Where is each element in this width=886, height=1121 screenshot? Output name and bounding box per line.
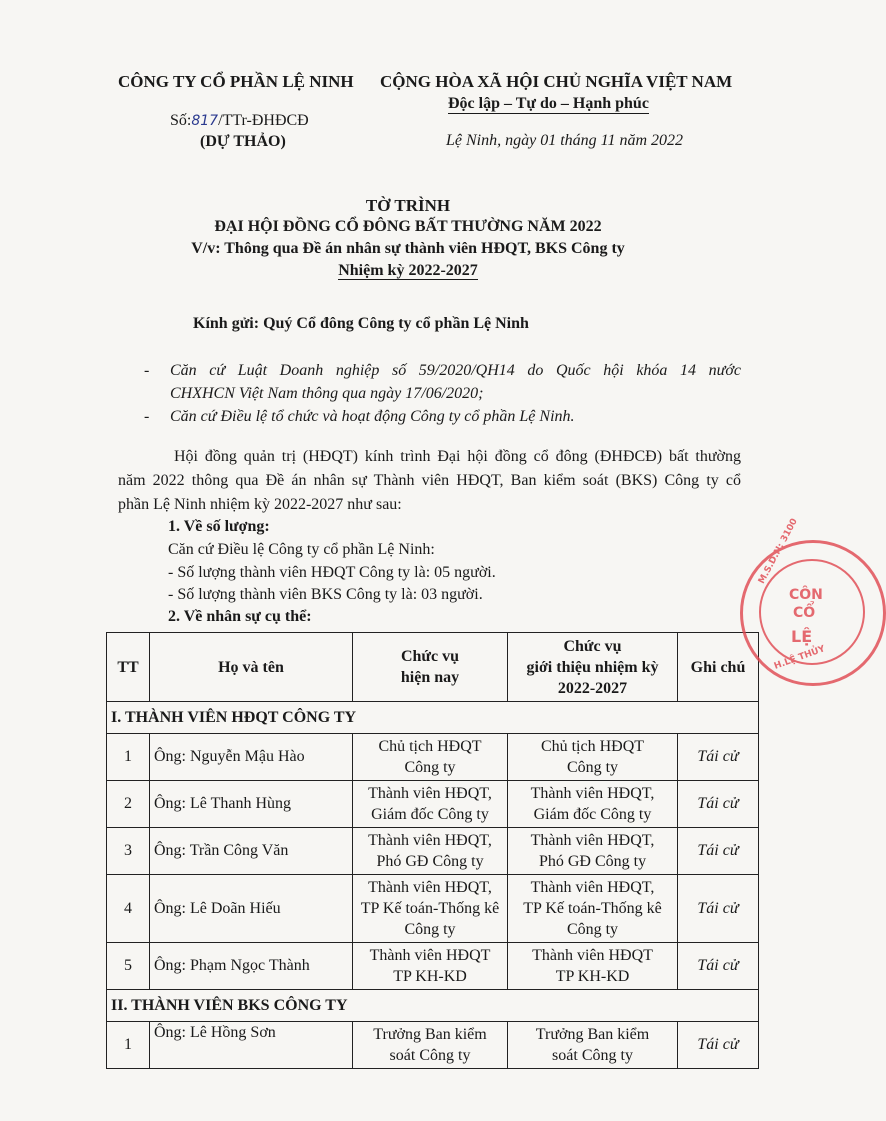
table-row bbox=[107, 781, 759, 828]
row-tt: 2 bbox=[107, 781, 150, 828]
pro-line: TP Kế toán-Thống kê bbox=[523, 900, 662, 917]
table-row bbox=[107, 734, 759, 781]
document-number bbox=[170, 112, 309, 130]
row-proposed-position bbox=[508, 828, 678, 875]
col-header-current bbox=[353, 633, 508, 702]
section-1-line-2: - Số lượng thành viên HĐQT Công ty là: 05 người. bbox=[168, 564, 496, 581]
row-current-position bbox=[353, 781, 508, 828]
col-header-name: Họ và tên bbox=[150, 633, 353, 702]
row-note: Tái cử bbox=[678, 875, 759, 943]
cur-line: TP KH-KD bbox=[393, 968, 467, 985]
cur-line: soát Công ty bbox=[389, 1047, 471, 1064]
row-current-position bbox=[353, 828, 508, 875]
section-2-heading: 2. Về nhân sự cụ thể: bbox=[168, 608, 312, 625]
row-current-position bbox=[353, 1022, 508, 1069]
cur-line: Chủ tịch HĐQT bbox=[378, 738, 482, 755]
row-tt: 5 bbox=[107, 943, 150, 990]
basis-law-line-1: Căn cứ Luật Doanh nghiệp số 59/2020/QH14 do Quốc hội khóa 14 nước bbox=[170, 362, 741, 379]
row-proposed-position bbox=[508, 1022, 678, 1069]
national-motto: Độc lập – Tự do – Hạnh phúc bbox=[448, 95, 649, 112]
pro-line: Công ty bbox=[566, 921, 619, 938]
document-number-label: Số: bbox=[170, 112, 192, 129]
row-name: Ông: Nguyễn Mậu Hào bbox=[150, 734, 353, 781]
intro-line-1: Hội đồng quản trị (HĐQT) kính trình Đại hội đồng cổ đông (ĐHĐCĐ) bất thường bbox=[174, 448, 741, 465]
country-name: CỘNG HÒA XÃ HỘI CHỦ NGHĨA VIỆT NAM bbox=[380, 72, 733, 91]
pro-line: Thành viên HĐQT, bbox=[530, 879, 655, 896]
intro-line-2: năm 2022 thông qua Đề án nhân sự Thành viên HĐQT, Ban kiểm soát (BKS) Công ty cổ bbox=[118, 472, 741, 489]
cur-line: Giám đốc Công ty bbox=[371, 806, 489, 823]
row-tt: 3 bbox=[107, 828, 150, 875]
col-header-current-line-2: hiện nay bbox=[400, 669, 460, 686]
doc-subject: V/v: Thông qua Đề án nhân sự thành viên HĐQT, BKS Công ty bbox=[191, 240, 625, 257]
cur-line: Thành viên HĐQT, bbox=[368, 879, 492, 896]
pro-line: Trưởng Ban kiểm bbox=[535, 1026, 650, 1043]
pro-line: TP KH-KD bbox=[555, 968, 630, 985]
basis-law-line-2: CHXHCN Việt Nam thông qua ngày 17/06/2020; bbox=[170, 385, 484, 402]
doc-title: TỜ TRÌNH bbox=[365, 196, 451, 215]
company-name: CÔNG TY CỔ PHẦN LỆ NINH bbox=[118, 72, 354, 91]
row-name: Ông: Trần Công Văn bbox=[150, 828, 353, 875]
cur-line: Thành viên HĐQT, bbox=[368, 832, 492, 849]
section-1-heading: 1. Về số lượng: bbox=[168, 518, 270, 535]
personnel-table bbox=[106, 632, 759, 1069]
row-name: Ông: Lê Doãn Hiếu bbox=[150, 875, 353, 943]
row-current-position bbox=[353, 943, 508, 990]
row-name: Ông: Lê Hồng Sơn bbox=[150, 1022, 353, 1069]
pro-line: Thành viên HĐQT, bbox=[530, 785, 655, 802]
col-header-note: Ghi chú bbox=[678, 633, 759, 702]
seal-bottom-text: H.LỆ THỦY bbox=[772, 644, 827, 672]
doc-term-text: Nhiệm kỳ 2022-2027 bbox=[338, 262, 478, 279]
row-note: Tái cử bbox=[678, 943, 759, 990]
draft-label: (DỰ THẢO) bbox=[200, 133, 286, 150]
cur-line: TP Kế toán-Thống kê bbox=[360, 900, 500, 917]
row-proposed-position bbox=[508, 781, 678, 828]
intro-line-3: phần Lệ Ninh nhiệm kỳ 2022-2027 như sau: bbox=[118, 496, 402, 513]
cur-line: Thành viên HĐQT bbox=[369, 947, 491, 964]
row-current-position bbox=[353, 734, 508, 781]
row-proposed-position bbox=[508, 943, 678, 990]
document-number-suffix: /TTr-ĐHĐCĐ bbox=[218, 112, 309, 129]
col-header-proposed-line-3: 2022-2027 bbox=[557, 679, 628, 697]
row-note: Tái cử bbox=[678, 828, 759, 875]
recipient: Kính gửi: Quý Cổ đông Công ty cổ phần Lệ Ninh bbox=[193, 315, 529, 332]
section-1-line-1: Căn cứ Điều lệ Công ty cổ phần Lệ Ninh: bbox=[168, 541, 435, 558]
basis-dash-2: - bbox=[144, 408, 150, 425]
cur-line: Phó GĐ Công ty bbox=[376, 853, 484, 870]
handwritten-number: 817 bbox=[191, 113, 219, 129]
seal-ring-text: M.S.D.N: 3100 bbox=[757, 517, 800, 586]
row-proposed-position bbox=[508, 875, 678, 943]
pro-line: Công ty bbox=[566, 759, 619, 776]
pro-line: soát Công ty bbox=[552, 1047, 633, 1064]
doc-subtitle: ĐẠI HỘI ĐỒNG CỔ ĐÔNG BẤT THƯỜNG NĂM 2022 bbox=[214, 218, 602, 235]
row-name: Ông: Phạm Ngọc Thành bbox=[150, 943, 353, 990]
cur-line: Công ty bbox=[404, 921, 456, 938]
row-current-position bbox=[353, 875, 508, 943]
row-name: Ông: Lê Thanh Hùng bbox=[150, 781, 353, 828]
cur-line: Công ty bbox=[404, 759, 456, 776]
row-tt: 4 bbox=[107, 875, 150, 943]
row-note: Tái cử bbox=[678, 734, 759, 781]
table-row bbox=[107, 875, 759, 943]
table-header-row bbox=[107, 633, 759, 702]
col-header-current-line-1: Chức vụ bbox=[400, 648, 460, 665]
group-label-supervisory: II. THÀNH VIÊN BKS CÔNG TY bbox=[107, 990, 759, 1022]
group-row-board bbox=[107, 702, 759, 734]
basis-charter: Căn cứ Điều lệ tổ chức và hoạt động Công ty cổ phần Lệ Ninh. bbox=[170, 408, 575, 425]
group-row-supervisory bbox=[107, 990, 759, 1022]
pro-line: Phó GĐ Công ty bbox=[538, 853, 647, 870]
col-header-proposed-line-1: Chức vụ bbox=[563, 637, 622, 655]
table-row bbox=[107, 828, 759, 875]
row-proposed-position bbox=[508, 734, 678, 781]
row-note: Tái cử bbox=[678, 781, 759, 828]
group-label-board: I. THÀNH VIÊN HĐQT CÔNG TY bbox=[107, 702, 759, 734]
row-tt: 1 bbox=[107, 1022, 150, 1069]
doc-term bbox=[0, 262, 816, 280]
cur-line: Trưởng Ban kiểm bbox=[373, 1026, 487, 1043]
seal-line-3: LỆ bbox=[791, 627, 813, 646]
table-row bbox=[107, 1022, 759, 1069]
pro-line: Chủ tịch HĐQT bbox=[540, 738, 645, 755]
col-header-proposed-line-2: giới thiệu nhiệm kỳ bbox=[526, 658, 659, 676]
seal-line-2: CỔ bbox=[793, 605, 816, 621]
pro-line: Giám đốc Công ty bbox=[533, 806, 652, 823]
pro-line: Thành viên HĐQT bbox=[532, 947, 653, 964]
document-date: Lệ Ninh, ngày 01 tháng 11 năm 2022 bbox=[446, 132, 684, 149]
basis-dash-1: - bbox=[144, 362, 150, 379]
section-1-line-3: - Số lượng thành viên BKS Công ty là: 03 người. bbox=[168, 586, 483, 603]
cur-line: Thành viên HĐQT, bbox=[368, 785, 492, 802]
col-header-tt: TT bbox=[107, 633, 150, 702]
seal-line-1: CÔN bbox=[789, 587, 823, 603]
pro-line: Thành viên HĐQT, bbox=[530, 832, 655, 849]
table-row bbox=[107, 943, 759, 990]
row-note: Tái cử bbox=[678, 1022, 759, 1069]
company-seal bbox=[740, 517, 886, 686]
row-tt: 1 bbox=[107, 734, 150, 781]
col-header-proposed bbox=[508, 633, 678, 702]
